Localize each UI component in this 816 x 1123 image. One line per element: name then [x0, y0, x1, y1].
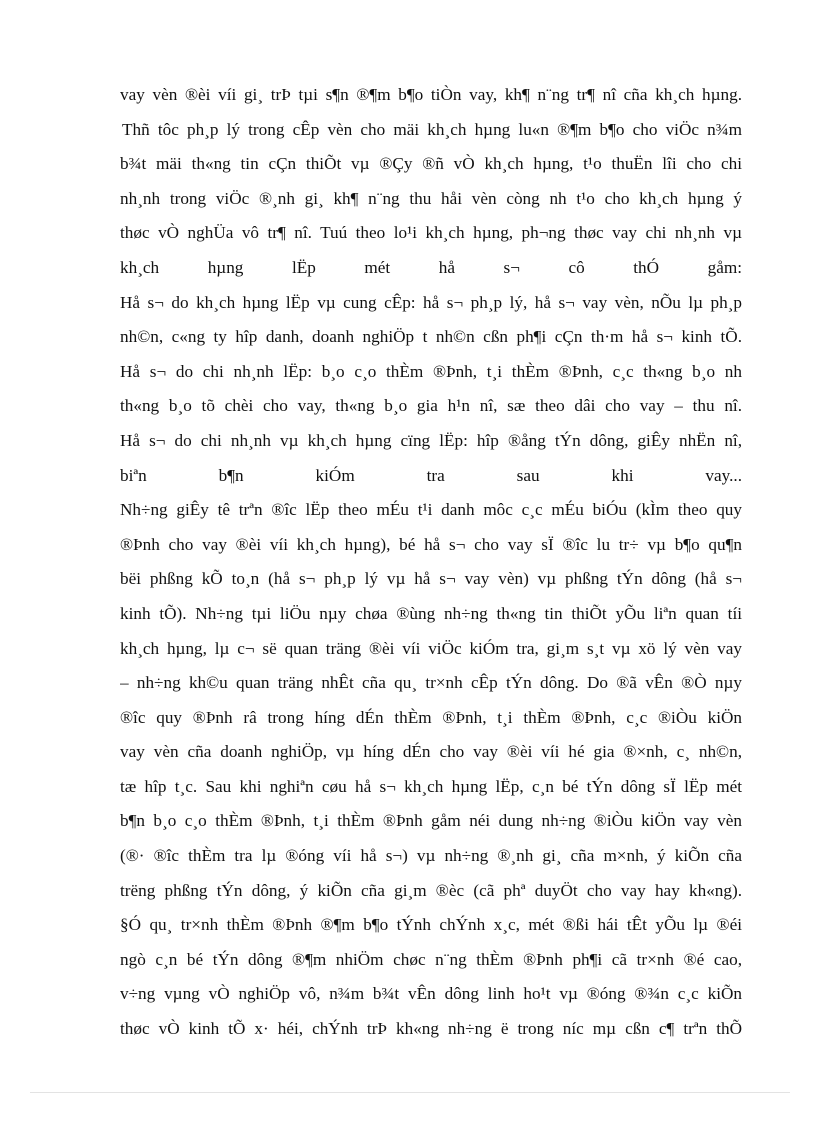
document-body	[120, 78, 742, 1047]
text-line: Nh÷ng giÊy tê trªn ®îc lËp theo mÉu t¹i danh môc c¸c mÉu biÓu (kÌm theo quy	[120, 500, 742, 520]
text-line: kinh tÕ). Nh÷ng tµi liÖu nµy chøa ®ùng nh÷ng th«ng tin thiÕt yÕu liªn quan tíi	[120, 603, 742, 623]
text-line: §Ó qu¸ tr×nh thÈm ®Þnh ®¶m b¶o tÝnh chÝnh x¸c, mét ®ßi hái tÊt yÕu lµ ®éi	[120, 915, 742, 935]
text-line: b¾t mäi th«ng tin cÇn thiÕt vµ ®Çy ®ñ vÒ kh¸ch hµng, t¹o thuËn lîi cho chi	[120, 154, 742, 174]
text-line: Hå s¬ do chi nh¸nh lËp: b¸o c¸o thÈm ®Þnh, t¸i thÈm ®Þnh, c¸c th«ng b¸o nh	[120, 361, 742, 381]
text-line: ®Þnh cho vay ®èi víi kh¸ch hµng), bé hå s¬ cho vay sÏ ®îc lu tr÷ vµ b¶o qu¶n	[120, 534, 742, 554]
text-line: nh©n, c«ng ty hîp danh, doanh nghiÖp t nh©n cßn ph¶i cÇn th·m hå s¬ kinh tÕ.	[120, 327, 742, 347]
text-line: nh¸nh trong viÖc ®¸nh gi¸ kh¶ n¨ng thu håi vèn còng nh t¹o cho kh¸ch hµng ý	[120, 188, 742, 208]
text-line: bëi phßng kÕ to¸n (hå s¬ ph¸p lý vµ hå s¬ vay vèn) vµ phßng tÝn dông (hå s¬	[120, 569, 742, 589]
text-line: kh¸ch hµng lËp mét hå s¬ cô thÓ gåm:	[120, 257, 742, 277]
text-line: Hå s¬ do kh¸ch hµng lËp vµ cung cÊp: hå s¬ ph¸p lý, hå s¬ vay vèn, nÕu lµ ph¸p	[120, 292, 742, 312]
text-line: ®îc quy ®Þnh râ trong híng dÉn thÈm ®Þnh, t¸i thÈm ®Þnh, c¸c ®iÒu kiÖn	[120, 707, 742, 727]
text-line: Thñ tôc ph¸p lý trong cÊp vèn cho mäi kh¸ch hµng lu«n ®¶m b¶o cho viÖc n¾m	[122, 119, 742, 139]
text-line: vay vèn cña doanh nghiÖp, vµ híng dÉn cho vay ®èi víi hé gia ®×nh, c¸ nh©n,	[120, 742, 742, 762]
text-line: v÷ng vµng vÒ nghiÖp vô, n¾m b¾t vÊn dông linh ho¹t vµ ®óng ®¾n c¸c kiÕn	[120, 984, 742, 1004]
text-line: – nh÷ng kh©u quan träng nhÊt cña qu¸ tr×nh cÊp tÝn dông. Do ®ã vÊn ®Ò nµy	[120, 673, 742, 693]
text-line: tæ hîp t¸c. Sau khi nghiªn cøu hå s¬ kh¸ch hµng lËp, c¸n bé tÝn dông sÏ lËp mét	[120, 776, 742, 796]
text-line: (®· ®îc thÈm tra lµ ®óng víi hå s¬) vµ nh÷ng ®¸nh gi¸ cña m×nh, ý kiÕn cña	[120, 846, 742, 866]
text-line: th«ng b¸o tõ chèi cho vay, th«ng b¸o gia h¹n nî, sæ theo dâi cho vay – thu nî.	[120, 396, 742, 416]
text-line: thøc vÒ kinh tÕ x· héi, chÝnh trÞ kh«ng nh÷ng ë trong níc mµ cßn c¶ trªn thÕ	[120, 1019, 742, 1039]
text-line: biªn b¶n kiÓm tra sau khi vay...	[120, 465, 742, 485]
text-line: ngò c¸n bé tÝn dông ®¶m nhiÖm chøc n¨ng thÈm ®Þnh ph¶i cã tr×nh ®é cao,	[120, 949, 742, 969]
text-line: kh¸ch hµng, lµ c¬ së quan träng ®èi víi viÖc kiÓm tra, gi¸m s¸t vµ xö lý vèn vay	[120, 638, 742, 658]
text-line: b¶n b¸o c¸o thÈm ®Þnh, t¸i thÈm ®Þnh gåm néi dung nh÷ng ®iÒu kiÖn vay vèn	[120, 811, 742, 831]
text-line: trëng phßng tÝn dông, ý kiÕn cña gi¸m ®èc (cã phª duyÖt cho vay hay kh«ng).	[120, 880, 742, 900]
page-bottom-rule	[30, 1092, 790, 1093]
text-line: thøc vÒ nghÜa vô tr¶ nî. Tuú theo lo¹i kh¸ch hµng, ph¬ng thøc vay chi nh¸nh vµ	[120, 223, 742, 243]
text-line: Hå s¬ do chi nh¸nh vµ kh¸ch hµng cïng lËp: hîp ®ång tÝn dông, giÊy nhËn nî,	[120, 430, 742, 450]
text-line: vay vèn ®èi víi gi¸ trÞ tµi s¶n ®¶m b¶o tiÒn vay, kh¶ n¨ng tr¶ nî cña kh¸ch hµng.	[120, 85, 742, 104]
